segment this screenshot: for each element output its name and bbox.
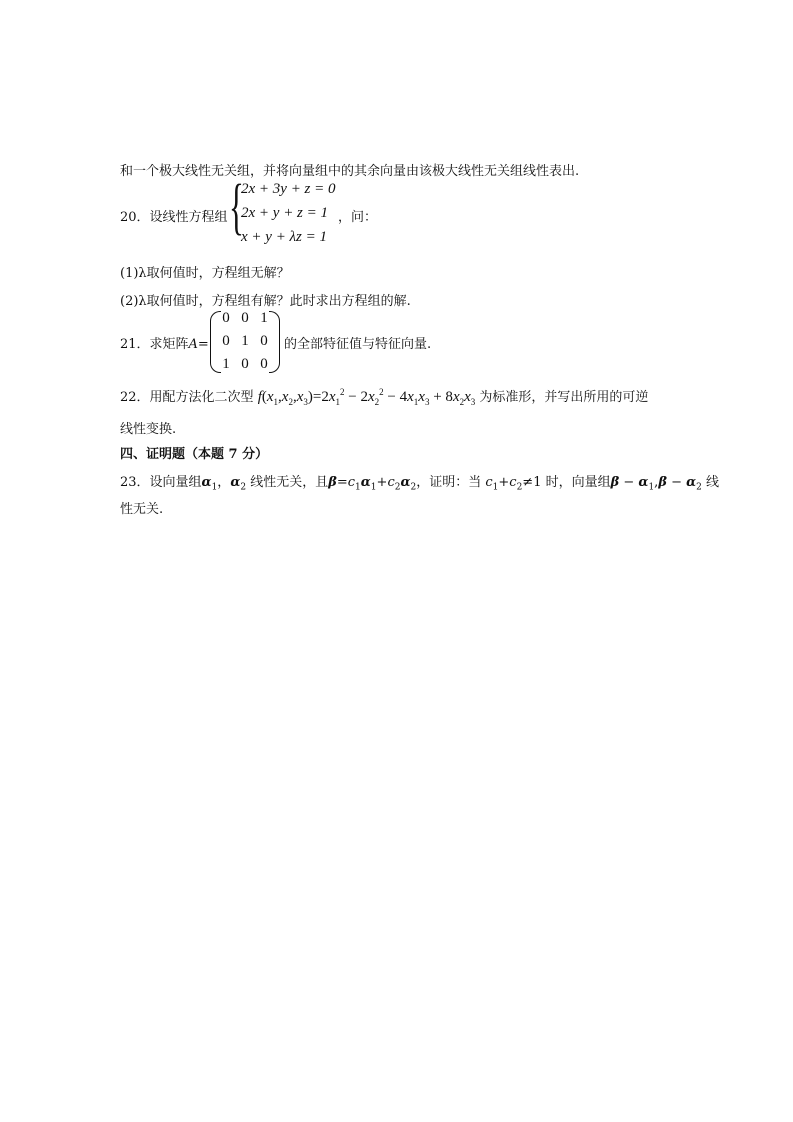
q23-continuation: 性无关. <box>120 502 164 517</box>
q21-suffix: 的全部特征值与特征向量. <box>284 337 432 352</box>
matrix-cell: 1 <box>241 333 249 349</box>
q23-part-b: 线性无关，且 <box>250 475 329 490</box>
beta-symbol: β <box>328 475 337 490</box>
matrix-cell: 0 <box>241 310 249 326</box>
q23-part-c: ，证明：当 <box>416 475 482 490</box>
q20-suffix: ，问： <box>338 210 378 225</box>
q20-part2: (2)λ取何值时，方程组有解？此时求出方程组的解. <box>120 294 411 309</box>
matrix-cell: 1 <box>222 356 230 372</box>
q22-prefix: 22．用配方法化二次型 <box>120 390 254 405</box>
q22-continuation: 线性变换. <box>120 422 177 437</box>
q23-part-d: 时，向量组 <box>545 475 611 490</box>
q20-prefix: 20．设线性方程组 <box>120 210 228 225</box>
q20-equation-2: 2x + y + z = 1 <box>241 205 329 221</box>
matrix-cell: 0 <box>260 356 268 372</box>
matrix-cell: 0 <box>241 356 249 372</box>
system-brace: { <box>229 173 244 241</box>
q22-suffix: 为标准形，并写出所用的可逆 <box>479 390 649 405</box>
matrix-cell: 1 <box>260 310 268 326</box>
matrix-cell: 0 <box>222 310 230 326</box>
q20-equation-1: 2x + 3y + z = 0 <box>241 181 336 197</box>
q21-prefix <box>120 333 209 352</box>
quadratic-form-formula: $f(x_1,x_2,x_3)=2x_1^2 - 2x_2^2 - 4x_1x_3 + 8x_2x_3$ <box>257 387 476 407</box>
q23-part-e: 线 <box>706 475 720 490</box>
q20-part1: (1)λ取何值时，方程组无解？ <box>120 266 290 281</box>
q20-equation-3: x + y + λz = 1 <box>241 229 328 245</box>
alpha-2-symbol: α <box>230 475 241 490</box>
matrix-cell: 0 <box>260 333 268 349</box>
section-heading: 四、证明题（本题 7 分） <box>120 447 269 462</box>
matrix-name: A= <box>188 337 209 352</box>
q23-line: 23．设向量组$\alpha_1$，$\alpha_2$ 线性无关，且$\beta=c_1\alpha_1+c_2\alpha_2$，证明：当 $c_1+c_2\ne 1$ 时，向量组$\beta - \alpha_1,\beta - \alpha_2$ 线 <box>120 475 720 493</box>
q22-line <box>120 386 648 407</box>
q21-prefix-text: 21．求矩阵 <box>120 337 189 352</box>
text-line-continuation: 和一个极大线性无关组，并将向量组中的其余向量由该极大线性无关组线性表出. <box>120 164 580 179</box>
matrix-cell: 0 <box>222 333 230 349</box>
q23-part-a: 23．设向量组 <box>120 475 202 490</box>
alpha-1-symbol: α <box>201 475 212 490</box>
